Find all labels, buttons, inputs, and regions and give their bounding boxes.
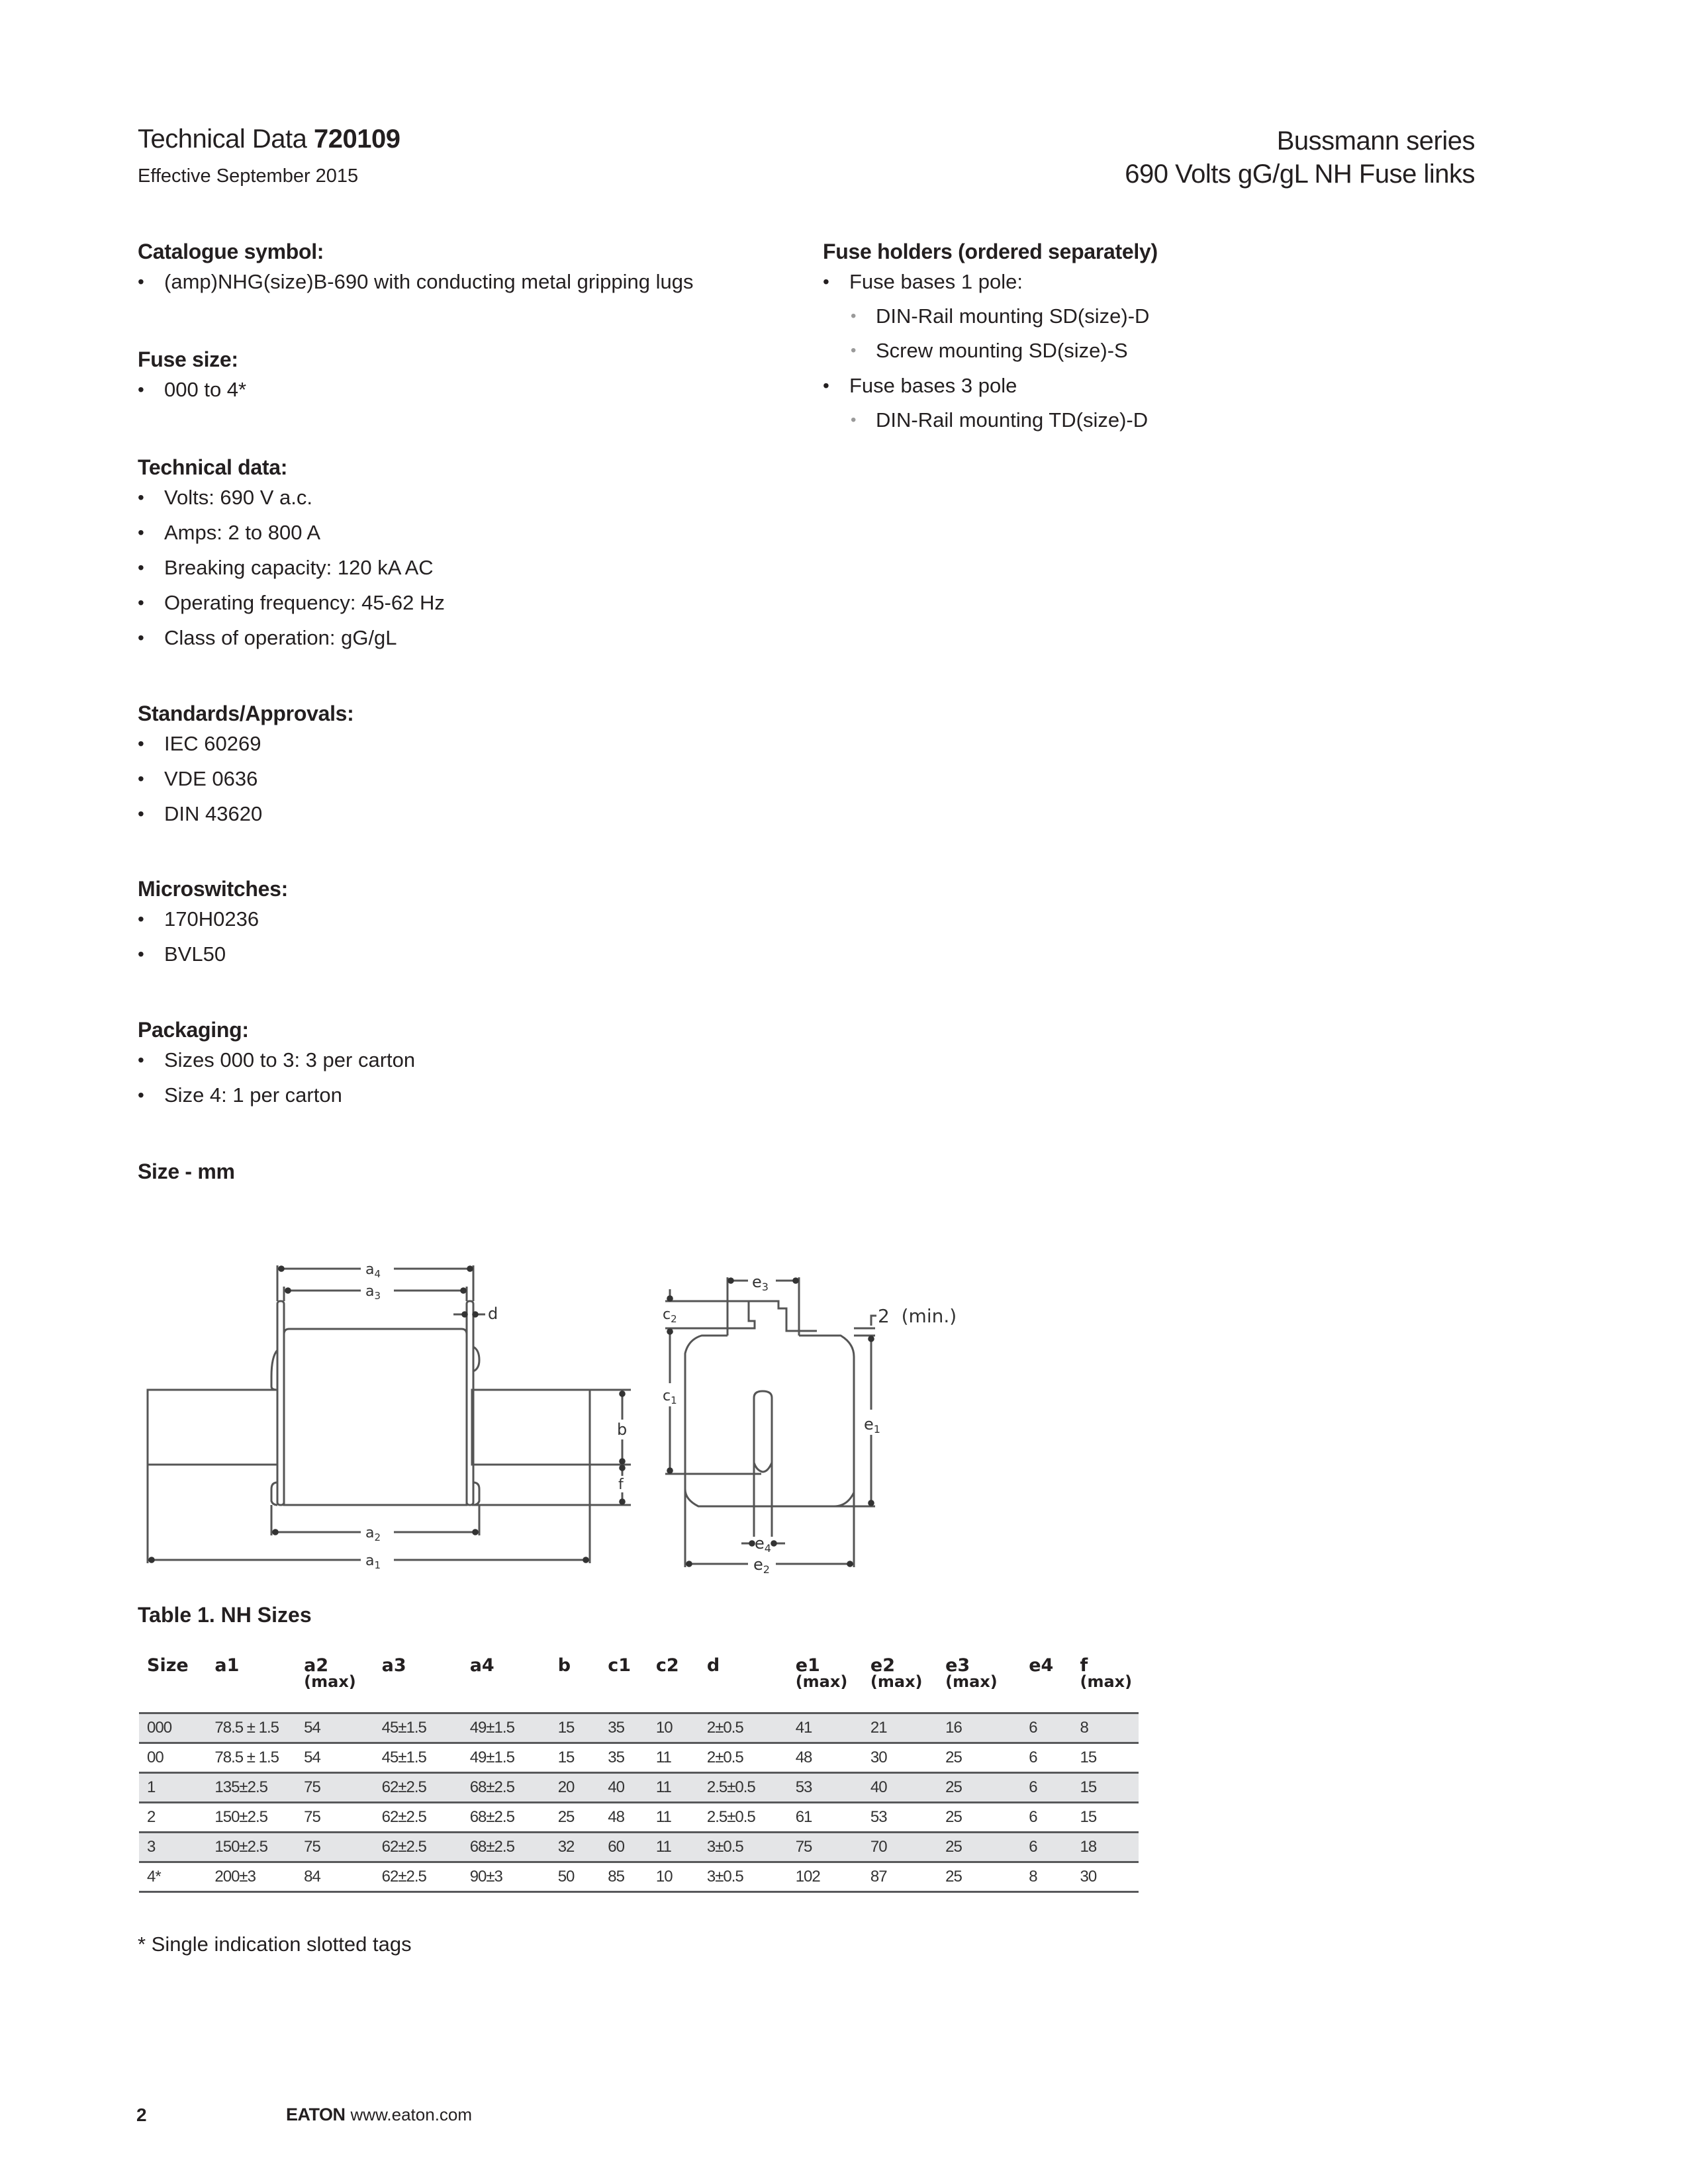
column-header-a1 xyxy=(207,1655,296,1713)
end-plate-outline xyxy=(685,1336,854,1506)
cell-b: 50 xyxy=(550,1862,600,1892)
cell-e1: 61 xyxy=(788,1803,863,1833)
cell-c1: 85 xyxy=(600,1862,648,1892)
label-b: b xyxy=(617,1420,628,1439)
label-f: f xyxy=(618,1477,624,1493)
column-header-c1 xyxy=(600,1655,648,1713)
cell-c2: 10 xyxy=(648,1713,699,1743)
cell-e3: 25 xyxy=(937,1862,1021,1892)
section-title: Fuse size: xyxy=(138,347,238,371)
label-c2: $c_2$ xyxy=(663,1306,677,1325)
label-a3: $a_3$ xyxy=(365,1283,381,1302)
cell-f: 30 xyxy=(1072,1862,1139,1892)
doc-label: Technical Data xyxy=(138,124,307,154)
column-name: e3 xyxy=(945,1655,970,1676)
label-c1: $c_1$ xyxy=(663,1388,677,1406)
column-unit: (max) xyxy=(304,1672,356,1691)
label-a4: $a_4$ xyxy=(365,1261,381,1280)
column-header-size xyxy=(139,1655,207,1713)
section-title: Standards/Approvals: xyxy=(138,702,354,725)
cell-c1: 35 xyxy=(600,1743,648,1773)
size-section-title: Size - mm xyxy=(138,1160,235,1183)
list-item: • Size 4: 1 per carton xyxy=(138,1077,800,1113)
cell-a4: 90±3 xyxy=(462,1862,550,1892)
cell-e3: 25 xyxy=(937,1743,1021,1773)
cell-f: 15 xyxy=(1072,1743,1139,1773)
list-item: • DIN 43620 xyxy=(138,796,800,831)
column-name: b xyxy=(557,1655,571,1676)
label-e2: $e_2$ xyxy=(753,1555,770,1576)
column-name: e4 xyxy=(1029,1655,1054,1676)
left-blade xyxy=(148,1390,277,1465)
cell-a2: 75 xyxy=(296,1833,374,1862)
label-d: d xyxy=(488,1304,498,1323)
cell-c2: 11 xyxy=(648,1773,699,1803)
table-row xyxy=(139,1862,1139,1892)
column-header-e2 xyxy=(863,1655,937,1713)
table-body xyxy=(139,1713,1139,1892)
cell-e4: 6 xyxy=(1021,1743,1072,1773)
cell-e1: 53 xyxy=(788,1773,863,1803)
cell-a2: 84 xyxy=(296,1862,374,1892)
cell-e3: 16 xyxy=(937,1713,1021,1743)
cell-f: 18 xyxy=(1072,1833,1139,1862)
list-item: • VDE 0636 xyxy=(138,761,800,796)
cell-f: 15 xyxy=(1072,1803,1139,1833)
cell-a1: 150±2.5 xyxy=(207,1833,296,1862)
cell-c1: 48 xyxy=(600,1803,648,1833)
right-blade xyxy=(472,1390,590,1465)
column-name: e1 xyxy=(795,1655,820,1676)
cell-size: 1 xyxy=(139,1773,207,1803)
list-item: • 170H0236 xyxy=(138,901,800,936)
label-e4: $e_4$ xyxy=(755,1534,771,1555)
cell-a1: 135±2.5 xyxy=(207,1773,296,1803)
end-view xyxy=(665,1277,876,1567)
cell-e4: 8 xyxy=(1021,1862,1072,1892)
column-header-e4 xyxy=(1021,1655,1072,1713)
fuse-body xyxy=(284,1329,467,1505)
cell-c2: 11 xyxy=(648,1743,699,1773)
column-header-d xyxy=(699,1655,788,1713)
cell-d: 3±0.5 xyxy=(699,1862,788,1892)
cell-a4: 68±2.5 xyxy=(462,1833,550,1862)
column-name: a4 xyxy=(469,1655,494,1676)
cell-e1: 102 xyxy=(788,1862,863,1892)
holder-group-label: Fuse bases 3 pole xyxy=(849,374,1017,397)
cell-b: 15 xyxy=(550,1713,600,1743)
section-title: Microswitches: xyxy=(138,877,288,901)
cell-d: 2±0.5 xyxy=(699,1743,788,1773)
cell-size: 00 xyxy=(139,1743,207,1773)
column-name: a3 xyxy=(381,1655,406,1676)
cell-a3: 62±2.5 xyxy=(374,1773,462,1803)
cell-d: 2.5±0.5 xyxy=(699,1773,788,1803)
cell-size: 4* xyxy=(139,1862,207,1892)
product-name: 690 Volts gG/gL NH Fuse links xyxy=(1125,159,1475,189)
holder-group-label: Fuse bases 1 pole: xyxy=(849,270,1023,293)
table-row xyxy=(139,1803,1139,1833)
label-e1: $e_1$ xyxy=(864,1415,880,1435)
cell-e2: 87 xyxy=(863,1862,937,1892)
cell-e4: 6 xyxy=(1021,1833,1072,1862)
cell-a1: 78.5 ± 1.5 xyxy=(207,1743,296,1773)
list-item: • Breaking capacity: 120 kA AC xyxy=(138,550,800,585)
cell-e4: 6 xyxy=(1021,1803,1072,1833)
cell-e2: 30 xyxy=(863,1743,937,1773)
table-row xyxy=(139,1713,1139,1743)
cell-a2: 75 xyxy=(296,1773,374,1803)
column-header-b xyxy=(550,1655,600,1713)
cell-c1: 40 xyxy=(600,1773,648,1803)
nh-sizes-table xyxy=(139,1655,1139,1893)
cell-f: 15 xyxy=(1072,1773,1139,1803)
cell-e3: 25 xyxy=(937,1803,1021,1833)
footer-brand xyxy=(286,2105,472,2125)
list-item: • Sizes 000 to 3: 3 per carton xyxy=(138,1042,800,1077)
end-view-labels xyxy=(663,1273,957,1576)
column-unit: (max) xyxy=(1080,1672,1133,1691)
cell-e2: 21 xyxy=(863,1713,937,1743)
series-name: Bussmann series xyxy=(1276,126,1475,156)
list-item: • IEC 60269 xyxy=(138,726,800,761)
cell-d: 2.5±0.5 xyxy=(699,1803,788,1833)
doc-number: 720109 xyxy=(314,124,400,154)
cell-e3: 25 xyxy=(937,1833,1021,1862)
list-item: • Amps: 2 to 800 A xyxy=(138,515,800,550)
section-title: Fuse holders (ordered separately) xyxy=(823,240,1158,263)
column-name: e2 xyxy=(870,1655,896,1676)
section-title: Catalogue symbol: xyxy=(138,240,324,263)
label-e3: $e_3$ xyxy=(752,1273,769,1293)
column-name: a1 xyxy=(214,1655,240,1676)
cell-c2: 10 xyxy=(648,1862,699,1892)
cell-b: 25 xyxy=(550,1803,600,1833)
cell-c2: 11 xyxy=(648,1833,699,1862)
cell-f: 8 xyxy=(1072,1713,1139,1743)
table-title: Table 1. NH Sizes xyxy=(138,1603,312,1627)
cell-e3: 25 xyxy=(937,1773,1021,1803)
cell-a4: 49±1.5 xyxy=(462,1743,550,1773)
effective-date: Effective September 2015 xyxy=(138,165,359,187)
column-name: d xyxy=(706,1655,720,1676)
cell-e2: 70 xyxy=(863,1833,937,1862)
cell-c1: 60 xyxy=(600,1833,648,1862)
cell-c1: 35 xyxy=(600,1713,648,1743)
table-row xyxy=(139,1743,1139,1773)
column-header-f xyxy=(1072,1655,1139,1713)
list-item: • 000 to 4* xyxy=(138,372,800,407)
cell-a2: 54 xyxy=(296,1713,374,1743)
cell-a1: 150±2.5 xyxy=(207,1803,296,1833)
cell-b: 15 xyxy=(550,1743,600,1773)
page-number: 2 xyxy=(136,2105,147,2125)
cell-a3: 62±2.5 xyxy=(374,1833,462,1862)
cell-a3: 45±1.5 xyxy=(374,1713,462,1743)
slot xyxy=(754,1391,772,1472)
column-name: Size xyxy=(147,1655,189,1676)
column-name: a2 xyxy=(304,1655,329,1676)
cell-b: 32 xyxy=(550,1833,600,1862)
column-header-a3 xyxy=(374,1655,462,1713)
cell-e4: 6 xyxy=(1021,1713,1072,1743)
column-name: f xyxy=(1080,1655,1088,1676)
list-item: • Volts: 690 V a.c. xyxy=(138,480,800,515)
label-a1: $a_1$ xyxy=(365,1553,381,1571)
cell-a2: 75 xyxy=(296,1803,374,1833)
table-row xyxy=(139,1773,1139,1803)
cell-d: 2±0.5 xyxy=(699,1713,788,1743)
column-unit: (max) xyxy=(870,1672,923,1691)
list-item: • Class of operation: gG/gL xyxy=(138,620,800,655)
column-header-e3 xyxy=(937,1655,1021,1713)
cell-a2: 54 xyxy=(296,1743,374,1773)
cell-e1: 48 xyxy=(788,1743,863,1773)
cell-a4: 68±2.5 xyxy=(462,1773,550,1803)
side-view-labels xyxy=(365,1261,627,1571)
eaton-logo: EATON xyxy=(286,2105,346,2124)
cell-e1: 41 xyxy=(788,1713,863,1743)
cell-c2: 11 xyxy=(648,1803,699,1833)
column-name: c1 xyxy=(608,1655,632,1676)
label-a2: $a_2$ xyxy=(365,1525,381,1543)
column-name: c2 xyxy=(655,1655,679,1676)
list-item: • Screw mounting SD(size)-S xyxy=(849,334,1419,368)
cell-a4: 68±2.5 xyxy=(462,1803,550,1833)
cell-e4: 6 xyxy=(1021,1773,1072,1803)
column-header-a4 xyxy=(462,1655,550,1713)
list-item: • Operating frequency: 45-62 Hz xyxy=(138,585,800,620)
section-title: Packaging: xyxy=(138,1018,249,1042)
cell-size: 3 xyxy=(139,1833,207,1862)
cell-a3: 62±2.5 xyxy=(374,1862,462,1892)
cell-e1: 75 xyxy=(788,1833,863,1862)
cell-size: 2 xyxy=(139,1803,207,1833)
cell-e2: 40 xyxy=(863,1773,937,1803)
column-header-c2 xyxy=(648,1655,699,1713)
cell-a4: 49±1.5 xyxy=(462,1713,550,1743)
column-unit: (max) xyxy=(795,1672,848,1691)
list-item: • (amp)NHG(size)B-690 with conducting metal gripping lugs xyxy=(138,264,800,299)
column-header-a2 xyxy=(296,1655,374,1713)
cell-a1: 200±3 xyxy=(207,1862,296,1892)
footer-url[interactable]: www.eaton.com xyxy=(350,2105,473,2124)
list-item: • BVL50 xyxy=(138,936,800,972)
side-view xyxy=(148,1265,631,1563)
section-title: Technical data: xyxy=(138,455,288,479)
column-unit: (max) xyxy=(945,1672,998,1691)
cell-a1: 78.5 ± 1.5 xyxy=(207,1713,296,1743)
cell-b: 20 xyxy=(550,1773,600,1803)
list-item: • DIN-Rail mounting SD(size)-D xyxy=(849,299,1419,334)
cell-a3: 45±1.5 xyxy=(374,1743,462,1773)
cell-e2: 53 xyxy=(863,1803,937,1833)
table-header-row xyxy=(139,1658,1139,1713)
cell-size: 000 xyxy=(139,1713,207,1743)
list-item: • DIN-Rail mounting TD(size)-D xyxy=(849,403,1419,437)
cell-a3: 62±2.5 xyxy=(374,1803,462,1833)
label-min-note: 2 (min.) xyxy=(878,1305,957,1327)
footnote: * Single indication slotted tags xyxy=(138,1933,412,1956)
cell-d: 3±0.5 xyxy=(699,1833,788,1862)
table-row xyxy=(139,1833,1139,1862)
column-header-e1 xyxy=(788,1655,863,1713)
